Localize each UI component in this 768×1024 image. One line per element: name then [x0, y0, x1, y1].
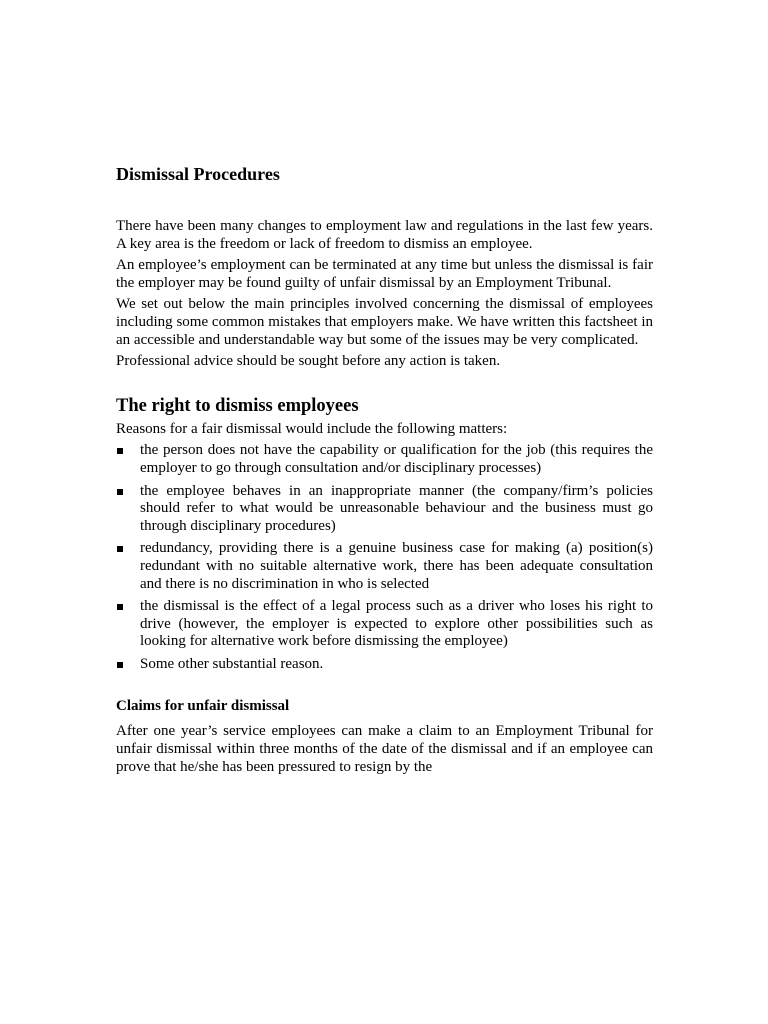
list-item-text: redundancy, providing there is a genuine business case for making (a) position(s) redundant with no suitable alternative work, there has been adequate consultation and there is no discrimination in who is selected [140, 540, 653, 592]
document-page [116, 163, 653, 780]
document-title: Dismissal Procedures [116, 164, 280, 184]
reasons-list [116, 442, 653, 673]
list-item [116, 483, 653, 536]
list-item-text: Some other substantial reason. [140, 655, 324, 672]
list-item [116, 540, 653, 593]
claims-section [116, 697, 653, 776]
intro-section [116, 218, 653, 371]
list-item-text: the dismissal is the effect of a legal process such as a driver who loses his right to drive (however, the employer is expected to explore other possibilities such as looking for alternative work before dismissing the employee) [140, 598, 653, 650]
square-bullet-icon [117, 489, 123, 495]
claims-paragraph: After one year’s service employees can make a claim to an Employment Tribunal for unfair dismissal within three months of the date of the dismissal and if an employee can prove that he/she has been pressured to resign by the [116, 723, 653, 775]
square-bullet-icon [117, 604, 123, 610]
subsection-heading: Claims for unfair dismissal [116, 698, 290, 715]
list-item-text: the employee behaves in an inappropriate manner (the company/firm’s policies should refer to what would be unreasonable behaviour and the business must go through disciplinary procedures) [140, 482, 653, 534]
list-item [116, 656, 653, 674]
square-bullet-icon [117, 546, 123, 552]
reasons-lead: Reasons for a fair dismissal would include the following matters: [116, 420, 508, 437]
intro-paragraph: We set out below the main principles involved concerning the dismissal of employees including some common mistakes that employers make. We have written this factsheet in an accessible and understandable way but some of the issues may be very complicated. [116, 296, 653, 348]
list-item [116, 598, 653, 651]
square-bullet-icon [117, 662, 123, 668]
intro-paragraph: An employee’s employment can be terminated at any time but unless the dismissal is fair the employer may be found guilty of unfair dismissal by an Employment Tribunal. [116, 257, 653, 291]
list-item-text: the person does not have the capability or qualification for the job (this requires the employer to go through consultation and/or disciplinary processes) [140, 442, 653, 476]
intro-paragraph: Professional advice should be sought before any action is taken. [116, 353, 501, 370]
intro-paragraph: There have been many changes to employment law and regulations in the last few years. A key area is the freedom or lack of freedom to dismiss an employee. [116, 218, 653, 252]
square-bullet-icon [117, 448, 123, 454]
list-item [116, 442, 653, 477]
section-heading: The right to dismiss employees [116, 395, 359, 416]
right-to-dismiss-section [116, 395, 653, 674]
